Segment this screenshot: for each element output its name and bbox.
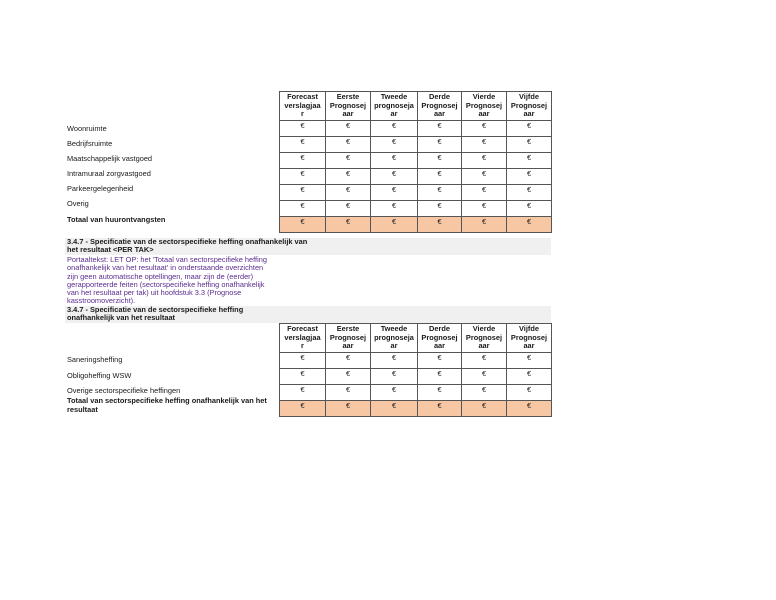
- total-row: [280, 401, 552, 417]
- portal-text-line: zijn geen automatische optellingen, maar zijn de (eerder): [67, 271, 254, 281]
- row-label-maatschappelijk: Maatschappelijk vastgoed: [67, 154, 153, 163]
- row-label-saneringsheffing: Saneringsheffing: [67, 355, 123, 364]
- euro-cell: €: [371, 369, 418, 385]
- column-header: Tweede prognoseja ar: [371, 324, 418, 353]
- total-label-huurontvangsten: Totaal van huurontvangsten: [67, 215, 166, 224]
- euro-cell: €: [507, 353, 552, 369]
- column-header: Eerste Prognosej aar: [326, 324, 371, 353]
- euro-cell: €: [326, 137, 371, 153]
- euro-cell: €: [280, 353, 326, 369]
- euro-cell: €: [371, 217, 418, 233]
- euro-cell: €: [507, 153, 552, 169]
- column-header: Derde Prognosej aar: [418, 92, 462, 121]
- euro-cell: €: [371, 353, 418, 369]
- column-header: Eerste Prognosej aar: [326, 92, 371, 121]
- table-row: [280, 201, 552, 217]
- euro-cell: €: [462, 217, 507, 233]
- total-label-heffing: Totaal van sectorspecifieke heffing onafhankelijk van het resultaat: [67, 396, 267, 414]
- euro-cell: €: [462, 137, 507, 153]
- column-header: Forecast verslagjaa r: [280, 324, 326, 353]
- euro-cell: €: [371, 201, 418, 217]
- euro-cell: €: [280, 185, 326, 201]
- euro-cell: €: [326, 169, 371, 185]
- euro-cell: €: [280, 169, 326, 185]
- euro-cell: €: [462, 201, 507, 217]
- euro-cell: €: [326, 153, 371, 169]
- euro-cell: €: [418, 401, 462, 417]
- row-label-intramuraal: Intramuraal zorgvastgoed: [67, 169, 151, 178]
- row-label-parkeer: Parkeergelegenheid: [67, 184, 134, 193]
- euro-cell: €: [507, 201, 552, 217]
- euro-cell: €: [371, 385, 418, 401]
- table-row: [280, 385, 552, 401]
- euro-cell: €: [371, 401, 418, 417]
- row-label-bedrijfsruimte: Bedrijfsruimte: [67, 139, 113, 148]
- euro-cell: €: [462, 401, 507, 417]
- row-label-overig: Overig: [67, 199, 89, 208]
- euro-cell: €: [371, 169, 418, 185]
- euro-cell: €: [507, 169, 552, 185]
- column-header: Vijfde Prognosej aar: [507, 324, 552, 353]
- euro-cell: €: [462, 353, 507, 369]
- euro-cell: €: [280, 401, 326, 417]
- euro-cell: €: [462, 169, 507, 185]
- euro-cell: €: [507, 217, 552, 233]
- table-row: [280, 369, 552, 385]
- euro-cell: €: [280, 369, 326, 385]
- portal-text-line: kasstroomoverzicht).: [67, 296, 136, 306]
- column-header: Vierde Prognosej aar: [462, 324, 507, 353]
- table-row: [280, 185, 552, 201]
- euro-cell: €: [326, 201, 371, 217]
- euro-cell: €: [462, 369, 507, 385]
- table-row: [280, 137, 552, 153]
- euro-cell: €: [507, 369, 552, 385]
- euro-cell: €: [418, 201, 462, 217]
- portal-text-line: gerapporteerde feiten (sectorspecifieke heffing onafhankelijk: [67, 279, 265, 289]
- table-row: [280, 169, 552, 185]
- euro-cell: €: [462, 185, 507, 201]
- row-label-overige-heffingen: Overige sectorspecifieke heffingen: [67, 386, 181, 395]
- euro-cell: €: [326, 385, 371, 401]
- column-header: Vijfde Prognosej aar: [507, 92, 552, 121]
- column-header: Vierde Prognosej aar: [462, 92, 507, 121]
- table-row: [280, 353, 552, 369]
- euro-cell: €: [418, 185, 462, 201]
- euro-cell: €: [280, 137, 326, 153]
- euro-cell: €: [418, 153, 462, 169]
- euro-cell: €: [326, 185, 371, 201]
- euro-cell: €: [326, 121, 371, 137]
- euro-cell: €: [280, 385, 326, 401]
- sector-levy-table: [279, 323, 552, 417]
- euro-cell: €: [280, 217, 326, 233]
- euro-cell: €: [371, 137, 418, 153]
- euro-cell: €: [507, 185, 552, 201]
- euro-cell: €: [462, 153, 507, 169]
- euro-cell: €: [418, 385, 462, 401]
- euro-cell: €: [371, 185, 418, 201]
- euro-cell: €: [418, 217, 462, 233]
- euro-cell: €: [280, 153, 326, 169]
- table-row: [280, 153, 552, 169]
- column-header: Derde Prognosej aar: [418, 324, 462, 353]
- portal-text-line: van het resultaat per tak) uit hoofdstuk 3.3 (Prognose: [67, 288, 242, 298]
- section-title: 3.4.7 - Specificatie van de sectorspecifieke heffing onafhankelijk van het resultaat <PER TAK>: [67, 237, 308, 255]
- subsection-title: 3.4.7 - Specificatie van de sectorspecifieke heffing onafhankelijk van het resultaat: [67, 305, 244, 323]
- euro-cell: €: [507, 401, 552, 417]
- header-row: [280, 92, 552, 121]
- column-header: Tweede prognoseja ar: [371, 92, 418, 121]
- euro-cell: €: [418, 169, 462, 185]
- table-row: [280, 121, 552, 137]
- column-header: Forecast verslagjaa r: [280, 92, 326, 121]
- euro-cell: €: [462, 385, 507, 401]
- portal-text-line: Portaaltekst: LET OP: het 'Totaal van sectorspecifieke heffing: [67, 255, 267, 264]
- euro-cell: €: [371, 153, 418, 169]
- portal-text-line: onafhankelijk van het resultaat' in onderstaande overzichten: [67, 263, 264, 273]
- euro-cell: €: [507, 385, 552, 401]
- rent-receipts-table: [279, 91, 552, 233]
- euro-cell: €: [280, 201, 326, 217]
- euro-cell: €: [326, 217, 371, 233]
- portal-text: [67, 256, 277, 306]
- euro-cell: €: [462, 121, 507, 137]
- euro-cell: €: [418, 353, 462, 369]
- euro-cell: €: [371, 121, 418, 137]
- euro-cell: €: [326, 353, 371, 369]
- header-row: [280, 324, 552, 353]
- euro-cell: €: [418, 137, 462, 153]
- euro-cell: €: [418, 369, 462, 385]
- euro-cell: €: [280, 121, 326, 137]
- euro-cell: €: [507, 121, 552, 137]
- total-row: [280, 217, 552, 233]
- euro-cell: €: [418, 121, 462, 137]
- row-label-obligoheffing: Obligoheffing WSW: [67, 371, 132, 380]
- euro-cell: €: [507, 137, 552, 153]
- euro-cell: €: [326, 401, 371, 417]
- row-label-woonruimte: Woonruimte: [67, 124, 107, 133]
- euro-cell: €: [326, 369, 371, 385]
